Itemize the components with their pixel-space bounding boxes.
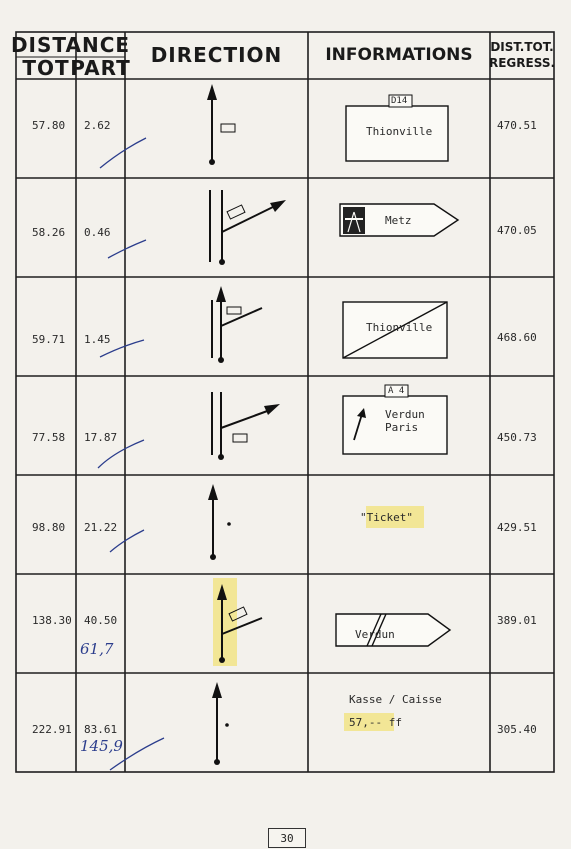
row1-tot: 57.80 bbox=[32, 119, 66, 132]
row5-info-text: "Ticket" bbox=[360, 511, 413, 524]
row4-road-label: A 4 bbox=[388, 386, 405, 396]
header-informations: INFORMATIONS bbox=[325, 45, 473, 65]
row2-part: 0.46 bbox=[84, 226, 111, 239]
highlight-mark bbox=[213, 578, 237, 666]
row1-road-label: D14 bbox=[391, 96, 408, 106]
header-distance: DISTANCE bbox=[10, 33, 131, 57]
row3-regress: 468.60 bbox=[497, 331, 537, 344]
page-number: 30 bbox=[268, 828, 306, 848]
row2-tot: 58.26 bbox=[32, 226, 66, 239]
row4-regress: 450.73 bbox=[497, 431, 537, 444]
row7-info-line1: Kasse / Caisse bbox=[349, 693, 442, 706]
direction-diagram-straight bbox=[208, 484, 231, 560]
row5-tot: 98.80 bbox=[32, 521, 66, 534]
direction-diagram-junction-right bbox=[212, 286, 262, 363]
direction-diagram-fork-right bbox=[210, 190, 286, 265]
header-regress: REGRESS. bbox=[488, 56, 556, 70]
row6-regress: 389.01 bbox=[497, 614, 537, 627]
row1-part: 2.62 bbox=[84, 119, 111, 132]
row5-part: 21.22 bbox=[84, 521, 118, 534]
row4-part: 17.87 bbox=[84, 431, 118, 444]
row7-regress: 305.40 bbox=[497, 723, 537, 736]
direction-diagram-straight bbox=[212, 682, 229, 765]
row3-sign-text: Thionville bbox=[366, 321, 433, 334]
header-tot: TOT bbox=[22, 56, 70, 80]
header-direction: DIRECTION bbox=[150, 43, 283, 67]
row6-part: 40.50 bbox=[84, 614, 118, 627]
header-part: PART bbox=[70, 56, 131, 80]
direction-diagram-straight bbox=[207, 84, 235, 165]
row1-regress: 470.51 bbox=[497, 119, 537, 132]
row2-regress: 470.05 bbox=[497, 224, 537, 237]
row2-sign-text: Metz bbox=[385, 214, 412, 227]
row4-tot: 77.58 bbox=[32, 431, 66, 444]
row7-info-line2: 57,-- ff bbox=[349, 716, 402, 729]
header-dist-tot-regress bbox=[490, 32, 554, 78]
header-dist-tot: DIST.TOT. bbox=[490, 40, 554, 54]
row1-sign-text: Thionville bbox=[366, 125, 433, 138]
row7-handwritten-note: 145,9 bbox=[80, 737, 123, 755]
row4-sign-line1: Verdun bbox=[385, 408, 425, 421]
row7-part: 83.61 bbox=[84, 723, 118, 736]
row3-part: 1.45 bbox=[84, 333, 111, 346]
row6-sign-text: Verdun bbox=[355, 628, 395, 641]
row5-regress: 429.51 bbox=[497, 521, 537, 534]
row6-handwritten-note: 61,7 bbox=[80, 640, 114, 658]
row6-tot: 138.30 bbox=[32, 614, 72, 627]
row3-tot: 59.71 bbox=[32, 333, 66, 346]
direction-diagram-fork-right bbox=[212, 392, 280, 460]
row7-tot: 222.91 bbox=[32, 723, 72, 736]
row4-sign-line2: Paris bbox=[385, 421, 419, 434]
